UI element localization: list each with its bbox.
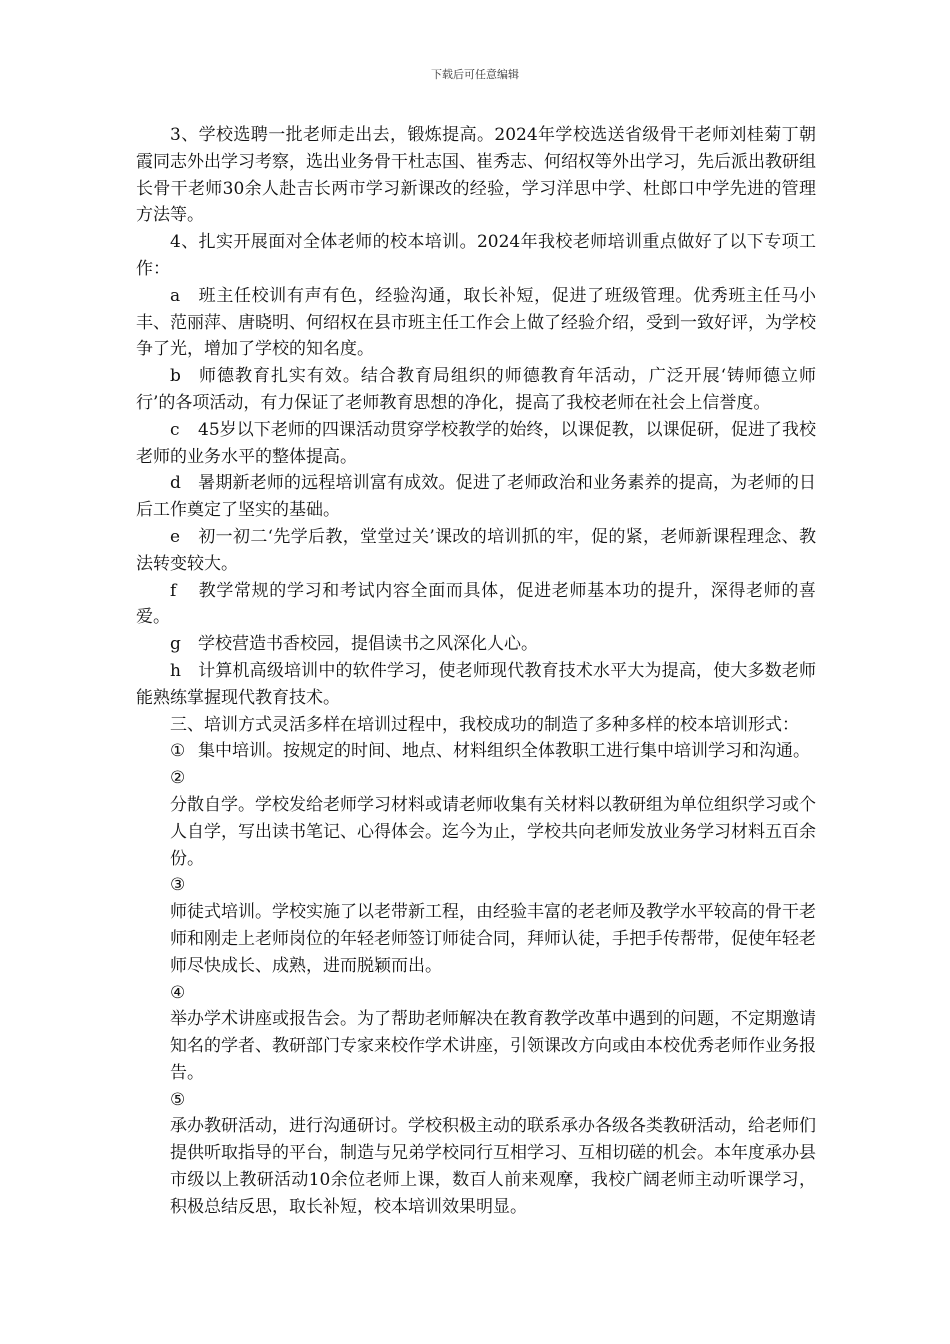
paragraph-section-3: 三、培训方式灵活多样在培训过程中，我校成功的制造了多种多样的校本培训形式： <box>170 714 799 735</box>
list-text: 举办学术讲座或报告会。为了帮助老师解决在教育教学改革中遇到的问题，不定期邀请知名的学者、教研部门专家来校作学术讲座，引领课改方向或由本校优秀老师作业务报告。 <box>170 1009 816 1083</box>
list-text: 暑期新老师的远程培训富有成效。促进了老师政治和业务素养的提高，为老师的日后工作奠定了坚实的基础。 <box>136 473 816 521</box>
list-label: c <box>170 419 180 440</box>
list-item-c <box>136 417 816 471</box>
list-item-d <box>136 470 816 524</box>
list-item-f <box>136 578 816 632</box>
list-text: 师德教育扎实有效。结合教育局组织的师德教育年活动，广泛开展‘铸师德立师行’的各项活动，有力保证了老师教育思想的净化，提高了我校老师在社会上信誉度。 <box>136 366 816 413</box>
list-item-circle-1 <box>136 738 816 765</box>
list-item-b <box>136 363 816 417</box>
list-label: b <box>170 366 181 387</box>
list-label: a <box>170 285 181 306</box>
document-body <box>136 122 816 1221</box>
list-item-a <box>136 283 816 363</box>
list-text: 分散自学。学校发给老师学习材料或请老师收集有关材料以教研组为单位组织学习或个人自学，写出读书笔记、心得体会。迄今为止，学校共向老师发放业务学习材料五百余份。 <box>170 794 816 869</box>
list-text: 教学常规的学习和考试内容全面而具体，促进老师基本功的提升，深得老师的喜爱。 <box>136 580 816 628</box>
list-label: ① <box>170 741 186 762</box>
list-label: ③ <box>170 875 186 896</box>
list-item-h <box>136 658 816 712</box>
list-label: ② <box>170 768 186 789</box>
list-label: ⑤ <box>170 1089 186 1110</box>
paragraph-item-4: 4、扎实开展面对全体老师的校本培训。2024年我校老师培训重点做好了以下专项工作： <box>136 232 816 279</box>
list-text: 45岁以下老师的四课活动贯穿学校教学的始终，以课促教，以课促研，促进了我校老师的业务水平的整体提高。 <box>136 419 816 467</box>
list-label: e <box>170 526 181 547</box>
list-item-circle-3 <box>136 872 816 979</box>
list-label: g <box>170 634 181 655</box>
list-item-circle-5 <box>136 1087 816 1221</box>
list-item-circle-2 <box>136 765 816 872</box>
list-text: 师徒式培训。学校实施了以老带新工程，由经验丰富的老老师及教学水平较高的骨干老师和刚走上老师岗位的年轻老师签订师徒合同，拜师认徒，手把手传帮带，促使年轻老师尽快成长、成熟，进而脱颖而出。 <box>170 902 816 976</box>
list-label: d <box>170 473 181 494</box>
list-text: 初一初二‘先学后教，堂堂过关’课改的培训抓的牢，促的紧，老师新课程理念、教法转变较大。 <box>136 526 816 574</box>
list-text: 集中培训。按规定的时间、地点、材料组织全体教职工进行集中培训学习和沟通。 <box>198 741 810 762</box>
list-item-circle-4 <box>136 980 816 1087</box>
list-item-g <box>136 631 816 658</box>
list-text: 承办教研活动，进行沟通研讨。学校积极主动的联系承办各级各类教研活动，给老师们提供听取指导的平台，制造与兄弟学校同行互相学习、互相切磋的机会。本年度承办县市级以上教研活动10余位老师上课，数百人前来观摩，我校广阔老师主动听课学习，积极总结反思，取长补短，校本培训效果明显。 <box>170 1116 816 1217</box>
list-label: f <box>170 580 177 601</box>
list-label: ④ <box>170 982 186 1003</box>
list-text: 学校营造书香校园，提倡读书之风深化人心。 <box>198 634 538 655</box>
list-label: h <box>170 660 181 681</box>
list-item-e <box>136 524 816 578</box>
list-text: 计算机高级培训中的软件学习，使老师现代教育技术水平大为提高，使大多数老师能熟练掌握现代教育技术。 <box>136 660 816 708</box>
list-text: 班主任校训有声有色，经验沟通，取长补短，促进了班级管理。优秀班主任马小丰、范丽萍、唐晓明、何绍权在县市班主任工作会上做了经验介绍，受到一致好评，为学校争了光，增加了学校的知名度。 <box>136 285 816 360</box>
paragraph-item-3: 3、学校选聘一批老师走出去，锻炼提高。2024年学校选送省级骨干老师刘桂菊丁朝霞同志外出学习考察，选出业务骨干杜志国、崔秀志、何绍权等外出学习，先后派出教研组长骨干老师30余人赴吉长两市学习新课改的经验，学习洋思中学、杜郎口中学先进的管理方法等。 <box>136 125 816 226</box>
page-header: 下载后可任意编辑 <box>431 68 519 81</box>
